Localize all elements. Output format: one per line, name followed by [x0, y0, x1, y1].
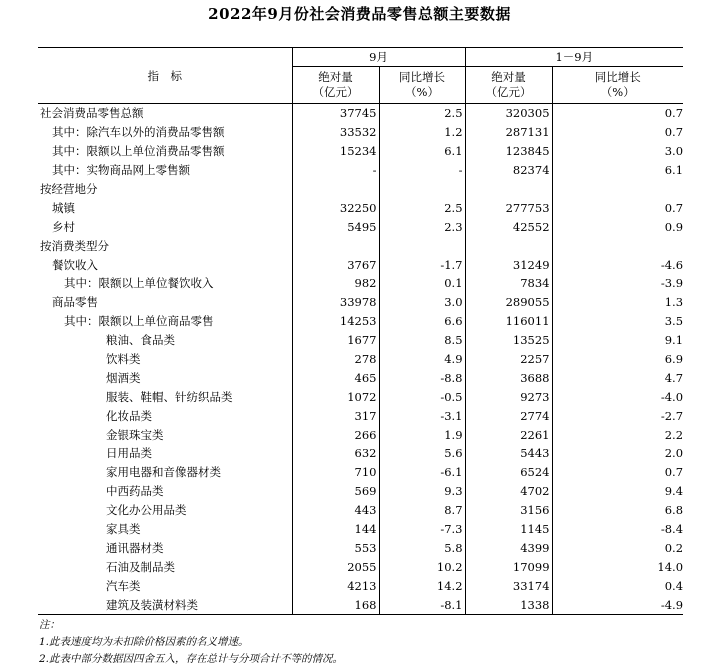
- month-yoy-cell: -0.5: [379, 387, 465, 406]
- row-label: 其中：除汽车以外的消费品零售额: [52, 125, 225, 140]
- month-header: 9月: [292, 48, 465, 67]
- ytd-abs-cell: 4399: [465, 538, 552, 557]
- ytd-abs-cell: 289055: [465, 293, 552, 312]
- ytd-yoy-cell: -3.9: [552, 274, 683, 293]
- row-label: 其中：实物商品网上零售额: [52, 163, 190, 178]
- row-label: 建筑及装潢材料类: [38, 595, 292, 614]
- table-row: [38, 331, 683, 350]
- ytd-abs-cell: 1145: [465, 520, 552, 539]
- ytd-abs-cell: 3688: [465, 368, 552, 387]
- table-row: [38, 444, 683, 463]
- row-label: 粮油、食品类: [106, 333, 175, 348]
- ytd-abs-header: 绝对量 （亿元）: [465, 67, 552, 104]
- month-abs-cell: [292, 236, 379, 255]
- table-row: [38, 180, 683, 199]
- table-row: [38, 501, 683, 520]
- month-abs-cell: 4213: [292, 576, 379, 595]
- month-yoy-cell: [379, 180, 465, 199]
- row-label: 社会消费品零售总额: [40, 106, 144, 121]
- ytd-abs-cell: 13525: [465, 331, 552, 350]
- table-row: [38, 312, 683, 331]
- ytd-yoy-cell: 0.2: [552, 538, 683, 557]
- month-abs-cell: 569: [292, 482, 379, 501]
- table-row: [38, 387, 683, 406]
- ytd-yoy-cell: 9.1: [552, 331, 683, 350]
- table-row: [38, 482, 683, 501]
- month-yoy-cell: -7.3: [379, 520, 465, 539]
- ytd-header: 1－9月: [465, 48, 683, 67]
- ytd-abs-cell: [465, 236, 552, 255]
- month-abs-cell: 1072: [292, 387, 379, 406]
- month-yoy-cell: -8.1: [379, 595, 465, 614]
- ytd-yoy-cell: -4.9: [552, 595, 683, 614]
- month-yoy-cell: -6.1: [379, 463, 465, 482]
- month-abs-cell: 1677: [292, 331, 379, 350]
- ytd-abs-cell: 7834: [465, 274, 552, 293]
- ytd-yoy-cell: 2.0: [552, 444, 683, 463]
- month-yoy-cell: 0.1: [379, 274, 465, 293]
- ytd-abs-cell: 320305: [465, 104, 552, 123]
- ytd-yoy-cell: 6.1: [552, 161, 683, 180]
- ytd-yoy-cell: 0.4: [552, 576, 683, 595]
- month-yoy-cell: 5.8: [379, 538, 465, 557]
- row-label: 石油及制品类: [106, 559, 175, 574]
- table-row: [38, 368, 683, 387]
- ytd-yoy-cell: 2.2: [552, 425, 683, 444]
- table-row: [38, 425, 683, 444]
- month-abs-cell: 2055: [292, 557, 379, 576]
- ytd-abs-cell: [465, 180, 552, 199]
- month-abs-cell: 632: [292, 444, 379, 463]
- row-label: 服装、鞋帽、针纺织品类: [106, 389, 233, 404]
- ytd-abs-cell: 9273: [465, 387, 552, 406]
- month-abs-cell: 710: [292, 463, 379, 482]
- ytd-yoy-cell: 0.7: [552, 104, 683, 123]
- notes: [39, 617, 343, 668]
- row-label: 烟酒类: [106, 370, 141, 385]
- ytd-abs-cell: 5443: [465, 444, 552, 463]
- ytd-abs-cell: 2257: [465, 350, 552, 369]
- month-yoy-cell: 9.3: [379, 482, 465, 501]
- row-label: 商品零售: [52, 295, 98, 310]
- ytd-abs-cell: 31249: [465, 255, 552, 274]
- ytd-abs-cell: 17099: [465, 557, 552, 576]
- row-label: 日用品类: [106, 446, 152, 461]
- table-row: [38, 406, 683, 425]
- ytd-yoy-header: 同比增长 （%）: [552, 67, 683, 104]
- month-yoy-cell: 2.5: [379, 104, 465, 123]
- month-yoy-cell: 2.3: [379, 217, 465, 236]
- month-yoy-cell: -: [379, 161, 465, 180]
- table-body: [38, 104, 683, 615]
- row-label: 家用电器和音像器材类: [106, 465, 221, 480]
- month-yoy-cell: -8.8: [379, 368, 465, 387]
- ytd-abs-cell: 82374: [465, 161, 552, 180]
- month-yoy-cell: -1.7: [379, 255, 465, 274]
- month-abs-cell: 3767: [292, 255, 379, 274]
- ytd-yoy-cell: -4.6: [552, 255, 683, 274]
- ytd-yoy-cell: 1.3: [552, 293, 683, 312]
- table-row: [38, 142, 683, 161]
- table-row: [38, 236, 683, 255]
- table-row: [38, 350, 683, 369]
- table-row: [38, 104, 683, 123]
- ytd-yoy-cell: 0.7: [552, 463, 683, 482]
- ytd-yoy-cell: 4.7: [552, 368, 683, 387]
- table-row: [38, 576, 683, 595]
- ytd-yoy-cell: 0.7: [552, 198, 683, 217]
- ytd-abs-cell: 116011: [465, 312, 552, 331]
- table-row: [38, 217, 683, 236]
- indicator-header: 指 标: [38, 48, 292, 104]
- month-yoy-cell: 10.2: [379, 557, 465, 576]
- month-abs-cell: 465: [292, 368, 379, 387]
- ytd-abs-cell: 42552: [465, 217, 552, 236]
- ytd-abs-cell: 2774: [465, 406, 552, 425]
- row-label: 家具类: [106, 522, 141, 537]
- ytd-yoy-cell: 3.5: [552, 312, 683, 331]
- month-yoy-cell: 1.2: [379, 123, 465, 142]
- ytd-yoy-cell: -8.4: [552, 520, 683, 539]
- table-row: [38, 161, 683, 180]
- table-row: [38, 538, 683, 557]
- ytd-abs-cell: 33174: [465, 576, 552, 595]
- month-abs-cell: 553: [292, 538, 379, 557]
- row-label: 餐饮收入: [52, 257, 98, 272]
- month-abs-header: 绝对量 （亿元）: [292, 67, 379, 104]
- ytd-yoy-cell: 6.9: [552, 350, 683, 369]
- month-yoy-cell: 2.5: [379, 198, 465, 217]
- month-abs-cell: 32250: [292, 198, 379, 217]
- month-abs-cell: 37745: [292, 104, 379, 123]
- table-row: [38, 123, 683, 142]
- ytd-yoy-cell: 9.4: [552, 482, 683, 501]
- note-item: 1.此表速度均为未扣除价格因素的名义增速。: [39, 636, 249, 648]
- ytd-yoy-cell: 3.0: [552, 142, 683, 161]
- month-abs-cell: [292, 180, 379, 199]
- month-abs-cell: 33978: [292, 293, 379, 312]
- ytd-yoy-cell: -2.7: [552, 406, 683, 425]
- month-abs-cell: 14253: [292, 312, 379, 331]
- page-title: 2022年9月份社会消费品零售总额主要数据: [208, 5, 511, 23]
- month-yoy-cell: 14.2: [379, 576, 465, 595]
- table-row: [38, 463, 683, 482]
- month-yoy-cell: 8.7: [379, 501, 465, 520]
- month-yoy-cell: -3.1: [379, 406, 465, 425]
- row-label: 城镇: [52, 200, 75, 215]
- month-yoy-cell: 8.5: [379, 331, 465, 350]
- row-label: 汽车类: [106, 578, 141, 593]
- table-row: [38, 595, 683, 614]
- retail-sales-table: [38, 47, 683, 615]
- ytd-abs-cell: 2261: [465, 425, 552, 444]
- month-abs-cell: 266: [292, 425, 379, 444]
- month-abs-cell: 33532: [292, 123, 379, 142]
- ytd-yoy-cell: -4.0: [552, 387, 683, 406]
- row-label: 中西药品类: [106, 484, 164, 499]
- month-yoy-cell: 1.9: [379, 425, 465, 444]
- row-label: 文化办公用品类: [106, 503, 187, 518]
- month-abs-cell: -: [292, 161, 379, 180]
- ytd-abs-cell: 277753: [465, 198, 552, 217]
- note-item: 2.此表中部分数据因四舍五入，存在总计与分项合计不等的情况。: [39, 653, 344, 665]
- ytd-yoy-cell: 14.0: [552, 557, 683, 576]
- month-yoy-cell: 6.6: [379, 312, 465, 331]
- row-label: 其中：限额以上单位餐饮收入: [64, 276, 214, 291]
- table-row: [38, 255, 683, 274]
- row-label: 金银珠宝类: [106, 427, 164, 442]
- ytd-abs-cell: 1338: [465, 595, 552, 614]
- row-label: 其中：限额以上单位消费品零售额: [52, 144, 225, 159]
- ytd-yoy-cell: [552, 180, 683, 199]
- ytd-abs-cell: 3156: [465, 501, 552, 520]
- month-abs-cell: 168: [292, 595, 379, 614]
- table-row: [38, 557, 683, 576]
- ytd-yoy-cell: 6.8: [552, 501, 683, 520]
- month-abs-cell: 15234: [292, 142, 379, 161]
- row-label: 化妆品类: [106, 408, 152, 423]
- month-yoy-cell: 3.0: [379, 293, 465, 312]
- month-yoy-header: 同比增长 （%）: [379, 67, 465, 104]
- month-abs-cell: 278: [292, 350, 379, 369]
- row-label: 通讯器材类: [106, 540, 164, 555]
- table-row: [38, 274, 683, 293]
- row-label: 按经营地分: [40, 182, 98, 196]
- month-abs-cell: 144: [292, 520, 379, 539]
- row-label: 其中：限额以上单位商品零售: [64, 314, 214, 329]
- table-row: [38, 520, 683, 539]
- ytd-yoy-cell: 0.9: [552, 217, 683, 236]
- row-label: 饮料类: [106, 352, 141, 367]
- ytd-abs-cell: 4702: [465, 482, 552, 501]
- month-yoy-cell: 6.1: [379, 142, 465, 161]
- notes-heading: 注：: [39, 619, 60, 631]
- table-row: [38, 198, 683, 217]
- table-row: [38, 293, 683, 312]
- month-abs-cell: 982: [292, 274, 379, 293]
- month-yoy-cell: [379, 236, 465, 255]
- ytd-abs-cell: 123845: [465, 142, 552, 161]
- ytd-yoy-cell: [552, 236, 683, 255]
- month-abs-cell: 317: [292, 406, 379, 425]
- month-yoy-cell: 4.9: [379, 350, 465, 369]
- month-abs-cell: 443: [292, 501, 379, 520]
- ytd-yoy-cell: 0.7: [552, 123, 683, 142]
- month-yoy-cell: 5.6: [379, 444, 465, 463]
- month-abs-cell: 5495: [292, 217, 379, 236]
- row-label: 乡村: [52, 219, 75, 234]
- ytd-abs-cell: 6524: [465, 463, 552, 482]
- ytd-abs-cell: 287131: [465, 123, 552, 142]
- row-label: 按消费类型分: [40, 238, 109, 253]
